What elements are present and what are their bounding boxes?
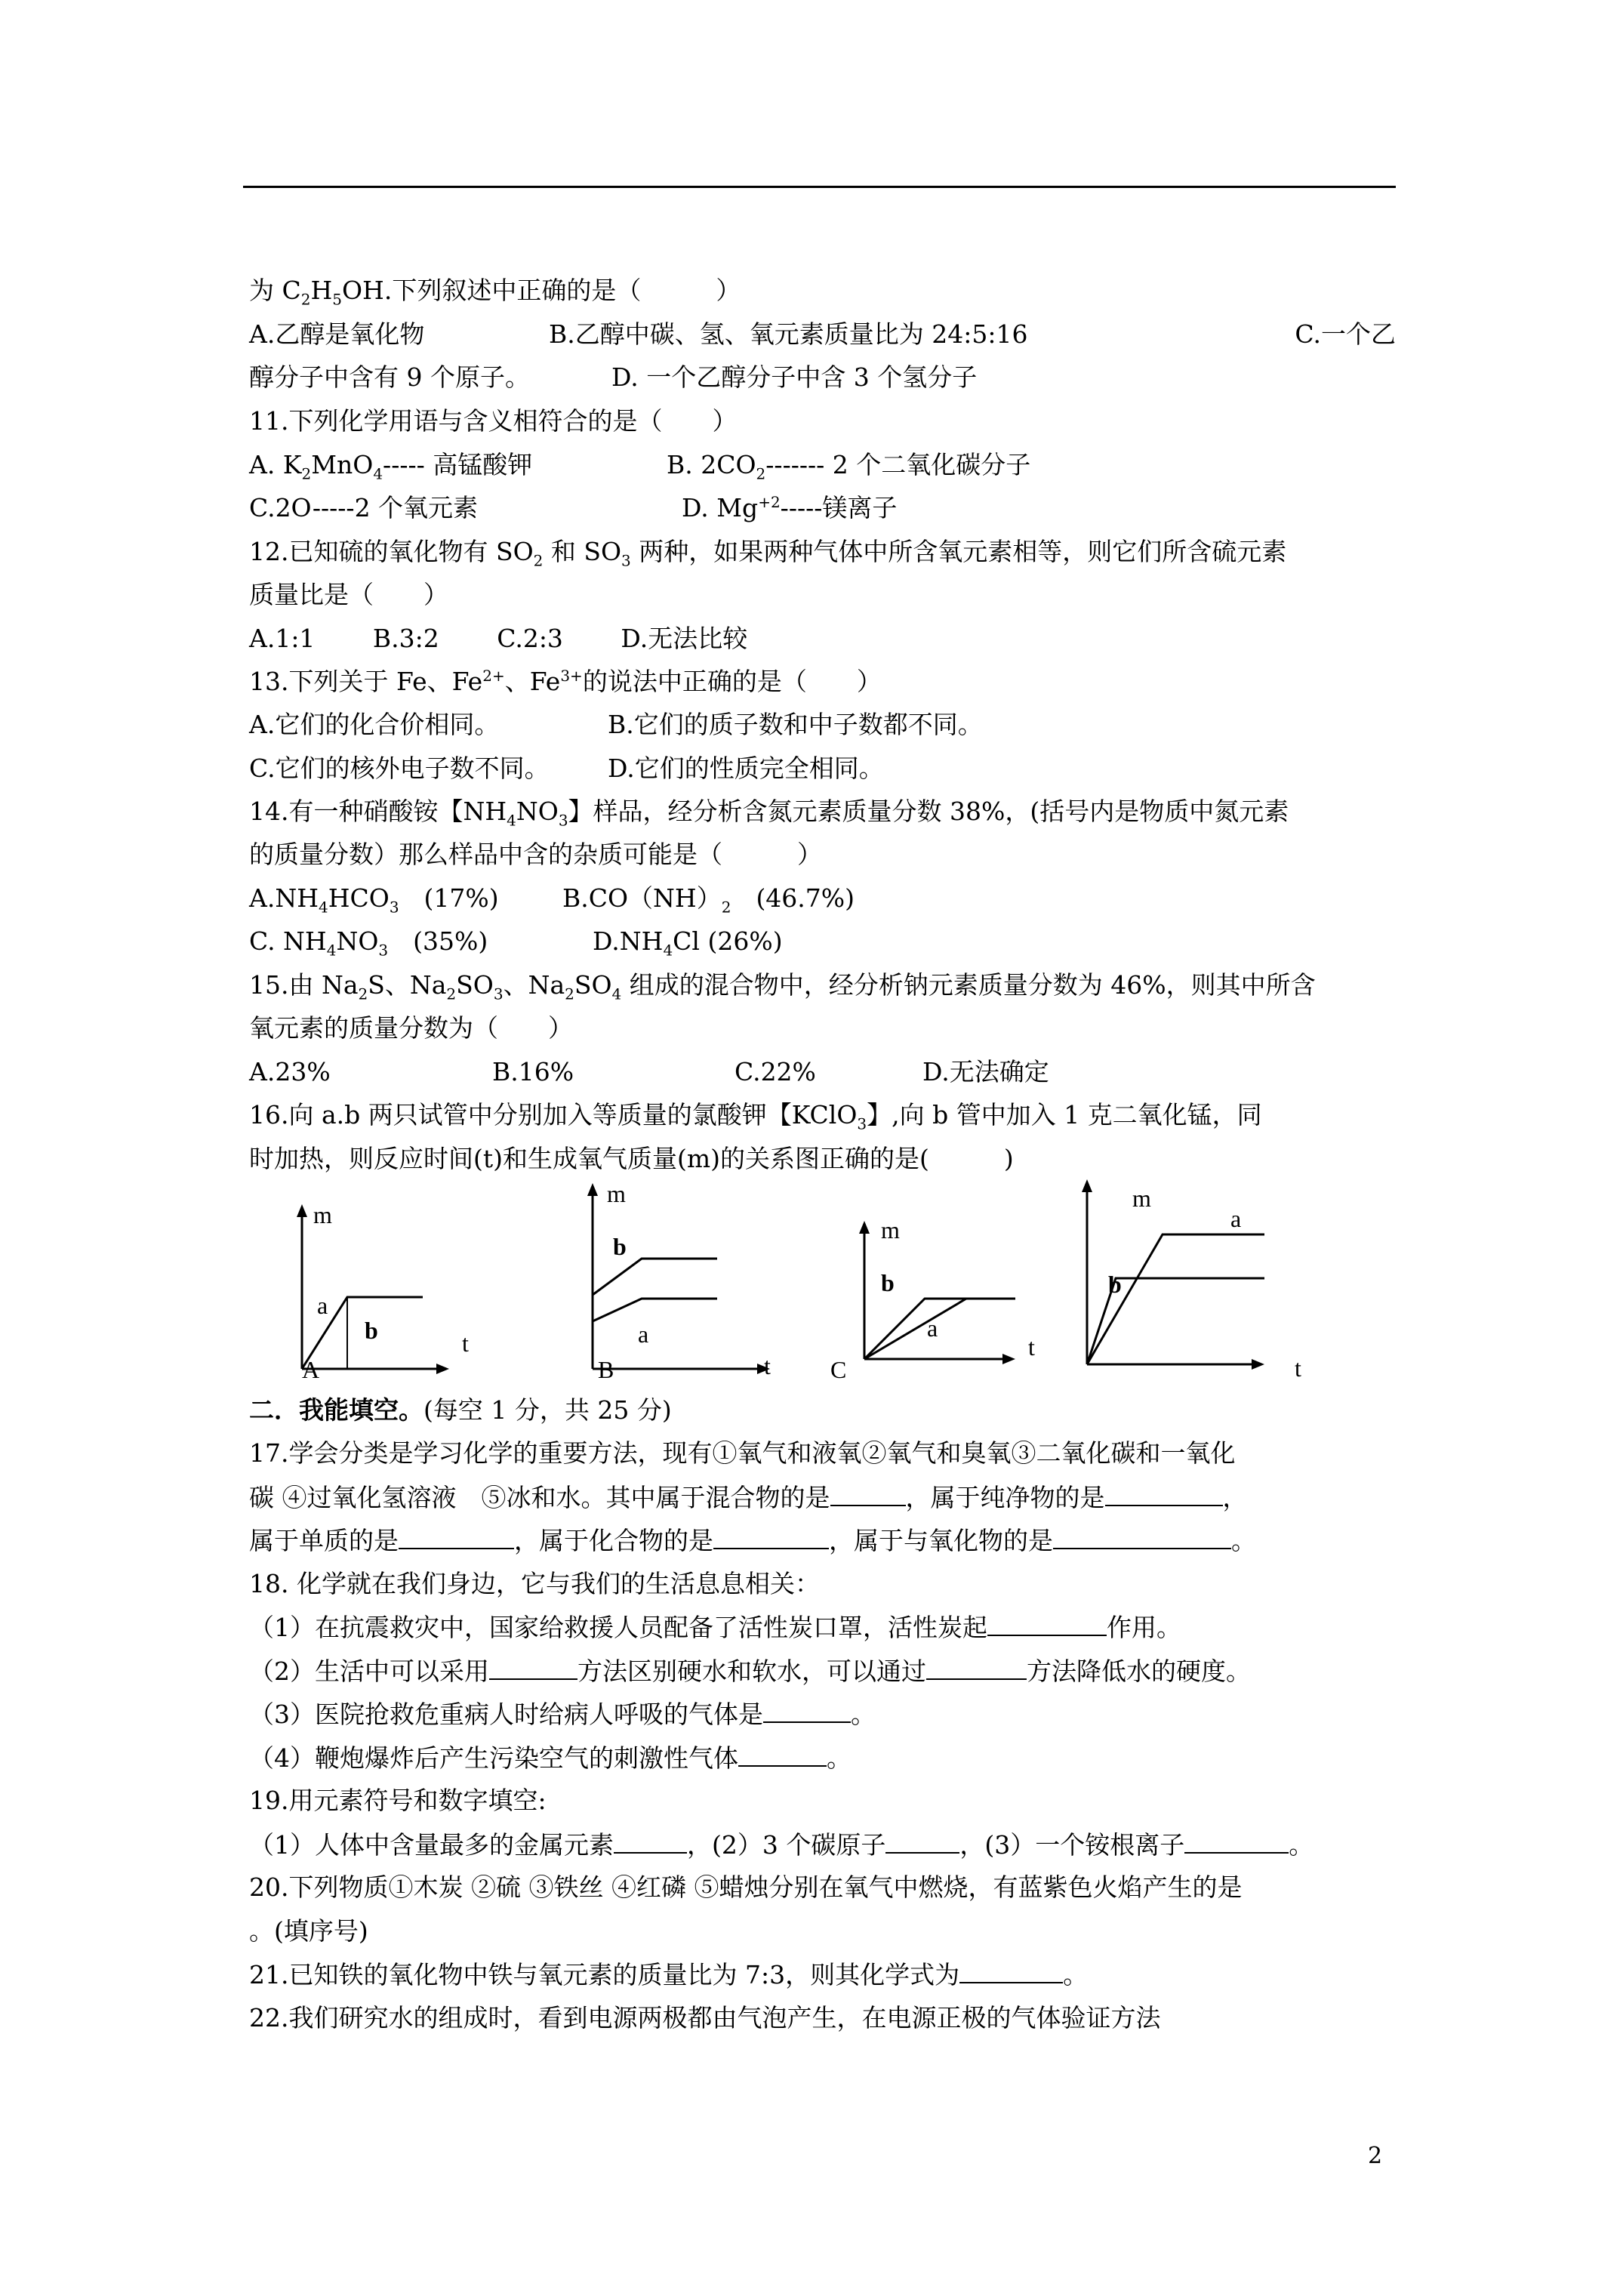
graph-b-b-label: b [613, 1233, 627, 1260]
q14-options-cd [249, 926, 783, 960]
q18-blank-3[interactable] [763, 1699, 851, 1723]
graph-a [279, 1200, 469, 1383]
q14-line2: 的质量分数）那么样品中含的杂质可能是（ ） [249, 840, 822, 869]
section-2-title: 二．我能填空。(每空 1 分，共 25 分) [249, 1395, 672, 1425]
q20-line1: 20.下列物质①木炭 ②硫 ③铁丝 ④红磷 ⑤蜡烛分别在氧气中燃烧，有蓝紫色火焰产生的是 [249, 1872, 1243, 1902]
q10-option-a: A.乙醇是氧化物 [249, 319, 425, 349]
q15-option-b: B.16% [492, 1057, 574, 1086]
q17-line3: 属于单质的是 ，属于化合物的是 ，属于与氧化物的是 。 [249, 1526, 1256, 1555]
q18-part3: （3）医院抢救危重病人时给病人呼吸的气体是 。 [249, 1700, 876, 1729]
q14-option-b: $B.CO(NH)_2$ (46.7%) [562, 883, 855, 917]
graph-a-b-label: b [365, 1317, 378, 1344]
q10-stem: 为 $C_2H_5OH$.下列叙述中正确的是（ ） [249, 276, 741, 309]
q11-option-d: D. $Mg^{+2}-----$镁离子 [682, 493, 898, 522]
q13-option-d: D.它们的性质完全相同。 [608, 754, 884, 783]
q15-option-a: A.23% [249, 1057, 331, 1086]
graph-c [830, 1216, 1042, 1382]
q20-line2: 。(填序号) [249, 1916, 368, 1946]
q12-line1: 12.已知硫的氧化物有 $SO_2$ 和 $SO_3$ 两种，如果两种气体中所含氧元素相等，则它们所含硫元素 [249, 537, 1287, 570]
graph-a-a-label: a [317, 1292, 328, 1319]
q13-option-b: B.它们的质子数和中子数都不同。 [608, 710, 983, 739]
q13-options-ab [249, 710, 983, 740]
q19-blank-2[interactable] [885, 1829, 959, 1854]
graph-d-m-label: m [1132, 1185, 1151, 1212]
graph-c-m-label: m [881, 1216, 900, 1244]
q15-option-d: D.无法确定 [922, 1057, 1049, 1086]
q21-blank[interactable] [959, 1959, 1063, 1983]
graph-a-m-label: m [313, 1201, 332, 1228]
q19-blank-3[interactable] [1184, 1829, 1289, 1854]
q14-line1: 14.有一种硝酸铵【$NH_4NO_3$】样品，经分析含氮元素质量分数 38%，(括号内是物质中氮元素 [249, 797, 1289, 830]
q21-line: 21.已知铁的氧化物中铁与氧元素的质量比为 7:3，则其化学式为 。 [249, 1960, 1089, 1989]
q13-options-cd [249, 754, 884, 784]
q18-stem: 18. 化学就在我们身边，它与我们的生活息息相关： [249, 1569, 820, 1598]
graph-c-t-label: t [1028, 1333, 1035, 1361]
q18-part4: （4）鞭炮爆炸后产生污染空气的刺激性气体 。 [249, 1743, 852, 1773]
q18-part1: （1）在抗震救灾中，国家给救援人员配备了活性炭口罩，活性炭起 作用。 [249, 1613, 1181, 1642]
q18-part2: （2）生活中可以采用 方法区别硬水和软水，可以通过 方法降低水的硬度。 [249, 1657, 1251, 1686]
q17-blank-oxide[interactable] [1053, 1525, 1231, 1549]
q22-line1: 22.我们研究水的组成时，看到电源两极都由气泡产生，在电源正极的气体验证方法 [249, 2003, 1161, 2032]
graph-a-t-label: t [462, 1330, 469, 1357]
q15-line2: 氧元素的质量分数为（ ） [249, 1013, 573, 1043]
q14-option-a: $A.NH_4HCO_3$ (17%) [249, 883, 499, 917]
q14-options-ab [249, 883, 855, 917]
q17-blank-pure[interactable] [1105, 1482, 1223, 1506]
q13-option-a: A.它们的化合价相同。 [249, 710, 500, 739]
q16-line1: 16.向 a.b 两只试管中分别加入等质量的氯酸钾【KClO$_3$】,向 b 管中加入 1 克二氧化锰，同 [249, 1100, 1262, 1133]
q11-options-cd [249, 493, 898, 523]
q10-option-b: B.乙醇中碳、氢、氧元素质量比为 24:5:16 [549, 319, 1028, 349]
q10-options-line1 [249, 319, 1396, 350]
q17-blank-compound[interactable] [713, 1525, 829, 1549]
q16-line2: 时加热，则反应时间(t)和生成氧气质量(m)的关系图正确的是( ) [249, 1144, 1014, 1173]
q14-option-d: $D.NH_4Cl$ (26%) [593, 926, 783, 960]
graph-b-a-label: a [638, 1321, 649, 1348]
graph-b-m-label: m [607, 1180, 626, 1207]
graph-a-letter: A [302, 1356, 320, 1383]
q10-option-c-cont: 醇分子中含有 9 个原子。 [249, 362, 530, 392]
q11-option-b: B. $2CO_2-------$ 2 个二氧化碳分子 [667, 450, 1031, 483]
q18-blank-2b[interactable] [926, 1656, 1027, 1680]
q18-blank-1[interactable] [987, 1612, 1107, 1636]
graph-d-a-label: a [1230, 1205, 1242, 1232]
graph-c-b-label: b [881, 1269, 895, 1296]
q19-blank-1[interactable] [614, 1829, 687, 1854]
q11-options-ab [249, 450, 1031, 483]
q10-option-d: D. 一个乙醇分子中含 3 个氢分子 [611, 362, 978, 392]
q17-line1: 17.学会分类是学习化学的重要方法，现有①氧气和液氧②氧气和臭氧③二氧化碳和一氧化 [249, 1438, 1236, 1468]
graph-c-letter: C [830, 1356, 847, 1383]
q18-blank-4[interactable] [738, 1743, 827, 1767]
graph-b-t-label: t [764, 1352, 771, 1379]
q15-option-c: C.22% [735, 1057, 816, 1086]
q18-blank-2a[interactable] [489, 1656, 577, 1680]
graph-d [1072, 1174, 1313, 1382]
q12-line2: 质量比是（ ） [249, 580, 448, 609]
header-rule [243, 186, 1396, 188]
graph-c-a-label: a [927, 1314, 938, 1342]
q17-blank-element[interactable] [399, 1525, 514, 1549]
q19-stem: 19.用元素符号和数字填空: [249, 1786, 547, 1815]
graph-b [574, 1178, 785, 1382]
graph-d-t-label: t [1295, 1354, 1301, 1382]
q17-line2: 碳 ④过氧化氢溶液 ⑤冰和水。其中属于混合物的是 ，属于纯净物的是 ， [249, 1483, 1248, 1512]
q11-option-c: C.2O-----2 个氧元素 [249, 493, 479, 522]
q10-options-line2 [249, 362, 978, 393]
q15-line1: 15.由 $Na_2S$、$Na_2SO_3$、$Na_2SO_4$ 组成的混合物中，经分析钠元素质量分数为 46%，则其中所含 [249, 970, 1316, 1003]
q10-option-c: C.一个乙 [1295, 319, 1396, 349]
q17-blank-mixture[interactable] [830, 1482, 906, 1506]
q15-options [249, 1057, 1049, 1087]
page-number: 2 [1368, 2143, 1383, 2169]
q13-option-c: C.它们的核外电子数不同。 [249, 754, 550, 783]
q19-parts: （1）人体中含量最多的金属元素 ，(2）3 个碳原子 ，(3）一个铵根离子 。 [249, 1830, 1314, 1860]
q13-stem: 13.下列关于 Fe、$Fe^{2+}$、$Fe^{3+}$的说法中正确的是（ ） [249, 667, 882, 696]
graph-d-b-label: b [1108, 1271, 1122, 1298]
q11-option-a: A. $K_2MnO_4-----$ 高锰酸钾 [249, 450, 533, 483]
q14-option-c: C. $NH_4NO_3$ (35%) [249, 926, 488, 960]
q11-stem: 11.下列化学用语与含义相符合的是（ ） [249, 406, 738, 436]
q12-options: A.1:1 B.3:2 C.2:3 D.无法比较 [249, 624, 748, 653]
graph-b-letter: B [598, 1356, 614, 1383]
